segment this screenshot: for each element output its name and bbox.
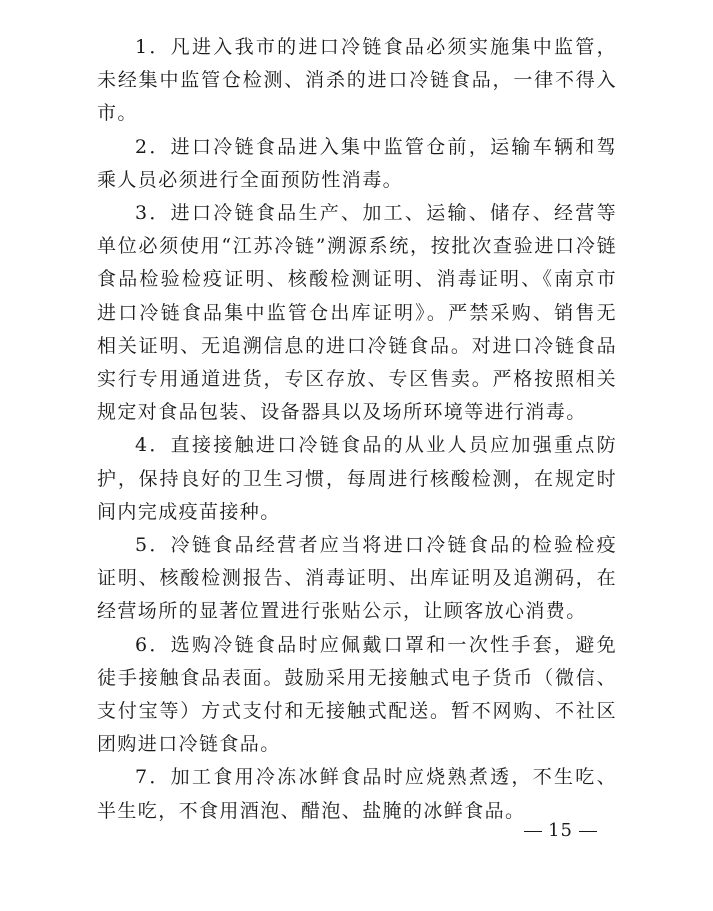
page-number: 15: [548, 820, 573, 841]
paragraph-4: 4．直接接触进口冷链食品的从业人员应加强重点防护，保持良好的卫生习惯，每周进行核酸检测，在规定时间内完成疫苗接种。: [97, 434, 617, 523]
paragraph-2: 2．进口冷链食品进入集中监管仓前，运输车辆和驾乘人员必须进行全面预防性消毒。: [97, 135, 617, 191]
body-text: [97, 31, 617, 828]
footer-dash-left: [524, 831, 542, 832]
paragraph-6: 6．选购冷链食品时应佩戴口罩和一次性手套，避免徒手接触食品表面。鼓励采用无接触式电子货币（微信、支付宝等）方式支付和无接触式配送。暂不网购、不社区团购进口冷链食品。: [97, 633, 617, 756]
paragraph-1: 1．凡进入我市的进口冷链食品必须实施集中监管，未经集中监管仓检测、消杀的进口冷链食品，一律不得入市。: [97, 36, 617, 125]
paragraph-7: 7．加工食用冷冻冰鲜食品时应烧熟煮透，不生吃、半生吃，不食用酒泡、醋泡、盐腌的冰鲜食品。: [97, 766, 617, 822]
paragraph-3: 3．进口冷链食品生产、加工、运输、储存、经营等单位必须使用“江苏冷链”溯源系统，按批次查验进口冷链食品检验检疫证明、核酸检测证明、消毒证明、《南京市进口冷链食品集中监管仓出库证明》。严禁采购、销售无相关证明、无追溯信息的进口冷链食品。对进口冷链食品实行专用通道进货，专区存放、专区售卖。严格按照相关规定对食品包装、设备器具以及场所环境等进行消毒。: [97, 202, 617, 424]
paragraph-5: 5．冷链食品经营者应当将进口冷链食品的检验检疫证明、核酸检测报告、消毒证明、出库证明及追溯码，在经营场所的显著位置进行张贴公示，让顾客放心消费。: [97, 534, 617, 623]
page-footer: [518, 820, 603, 841]
footer-dash-right: [579, 831, 597, 832]
